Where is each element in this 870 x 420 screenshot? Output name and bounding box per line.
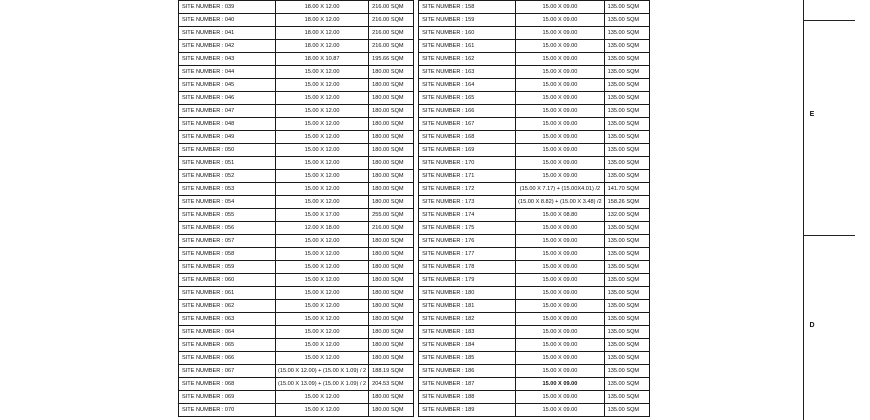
left-area: 180.00 SQM bbox=[369, 352, 414, 365]
right-site-number: SITE NUMBER : 160 bbox=[419, 27, 516, 40]
left-dimensions: 15.00 X 12.00 bbox=[276, 157, 369, 170]
right-area: 135.00 SQM bbox=[604, 79, 649, 92]
table-row bbox=[179, 92, 650, 105]
right-dimensions: 15.00 X 09.00 bbox=[516, 118, 605, 131]
right-area: 135.00 SQM bbox=[604, 391, 649, 404]
right-site-number: SITE NUMBER : 170 bbox=[419, 157, 516, 170]
right-site-number: SITE NUMBER : 179 bbox=[419, 274, 516, 287]
left-area: 188.19 SQM bbox=[369, 365, 414, 378]
right-area: 135.00 SQM bbox=[604, 378, 649, 391]
table-row bbox=[179, 339, 650, 352]
left-dimensions: 15.00 X 12.00 bbox=[276, 170, 369, 183]
right-site-number: SITE NUMBER : 188 bbox=[419, 391, 516, 404]
left-dimensions: 15.00 X 12.00 bbox=[276, 404, 369, 417]
right-site-number: SITE NUMBER : 175 bbox=[419, 222, 516, 235]
right-site-number: SITE NUMBER : 169 bbox=[419, 144, 516, 157]
right-dimensions: 15.00 X 09.00 bbox=[516, 222, 605, 235]
left-site-number: SITE NUMBER : 052 bbox=[179, 170, 276, 183]
left-dimensions: 15.00 X 12.00 bbox=[276, 352, 369, 365]
table-row bbox=[179, 53, 650, 66]
left-site-number: SITE NUMBER : 049 bbox=[179, 131, 276, 144]
right-dimensions: 15.00 X 09.00 bbox=[516, 248, 605, 261]
right-area: 135.00 SQM bbox=[604, 365, 649, 378]
left-area: 180.00 SQM bbox=[369, 118, 414, 131]
left-site-number: SITE NUMBER : 069 bbox=[179, 391, 276, 404]
right-area: 135.00 SQM bbox=[604, 274, 649, 287]
table-row bbox=[179, 365, 650, 378]
right-site-number: SITE NUMBER : 164 bbox=[419, 79, 516, 92]
left-area: 216.00 SQM bbox=[369, 27, 414, 40]
right-dimensions: 15.00 X 09.00 bbox=[516, 404, 605, 417]
left-site-number: SITE NUMBER : 057 bbox=[179, 235, 276, 248]
left-area: 180.00 SQM bbox=[369, 274, 414, 287]
left-site-number: SITE NUMBER : 070 bbox=[179, 404, 276, 417]
right-dimensions: 15.00 X 09.00 bbox=[516, 53, 605, 66]
left-area: 180.00 SQM bbox=[369, 196, 414, 209]
right-area: 135.00 SQM bbox=[604, 131, 649, 144]
table-row bbox=[179, 66, 650, 79]
right-area: 135.00 SQM bbox=[604, 313, 649, 326]
left-area: 180.00 SQM bbox=[369, 170, 414, 183]
right-area: 135.00 SQM bbox=[604, 248, 649, 261]
left-site-number: SITE NUMBER : 053 bbox=[179, 183, 276, 196]
left-site-number: SITE NUMBER : 040 bbox=[179, 14, 276, 27]
left-area: 216.00 SQM bbox=[369, 40, 414, 53]
right-area: 135.00 SQM bbox=[604, 105, 649, 118]
table-row bbox=[179, 144, 650, 157]
left-site-number: SITE NUMBER : 062 bbox=[179, 300, 276, 313]
left-dimensions: 15.00 X 12.00 bbox=[276, 326, 369, 339]
left-dimensions: 15.00 X 12.00 bbox=[276, 313, 369, 326]
left-site-number: SITE NUMBER : 050 bbox=[179, 144, 276, 157]
left-site-number: SITE NUMBER : 041 bbox=[179, 27, 276, 40]
right-dimensions: 15.00 X 09.00 bbox=[516, 79, 605, 92]
right-site-number: SITE NUMBER : 183 bbox=[419, 326, 516, 339]
right-dimensions: 15.00 X 09.00 bbox=[516, 170, 605, 183]
left-site-number: SITE NUMBER : 051 bbox=[179, 157, 276, 170]
right-area: 135.00 SQM bbox=[604, 261, 649, 274]
left-area: 195.66 SQM bbox=[369, 53, 414, 66]
right-area: 135.00 SQM bbox=[604, 352, 649, 365]
left-site-number: SITE NUMBER : 047 bbox=[179, 105, 276, 118]
right-site-number: SITE NUMBER : 186 bbox=[419, 365, 516, 378]
right-dimensions: 15.00 X 09.00 bbox=[516, 352, 605, 365]
left-area: 180.00 SQM bbox=[369, 248, 414, 261]
block-separator bbox=[803, 20, 855, 21]
table-row bbox=[179, 313, 650, 326]
left-site-number: SITE NUMBER : 059 bbox=[179, 261, 276, 274]
right-site-number: SITE NUMBER : 185 bbox=[419, 352, 516, 365]
right-dimensions: 15.00 X 09.00 bbox=[516, 157, 605, 170]
right-area: 135.00 SQM bbox=[604, 40, 649, 53]
table-row bbox=[179, 391, 650, 404]
right-site-number: SITE NUMBER : 173 bbox=[419, 196, 516, 209]
left-area: 180.00 SQM bbox=[369, 313, 414, 326]
left-dimensions: 15.00 X 12.00 bbox=[276, 287, 369, 300]
table-row bbox=[179, 378, 650, 391]
table-row bbox=[179, 170, 650, 183]
left-site-number: SITE NUMBER : 043 bbox=[179, 53, 276, 66]
right-area: 132.00 SQM bbox=[604, 209, 649, 222]
right-dimensions: 15.00 X 09.00 bbox=[516, 40, 605, 53]
right-area: 135.00 SQM bbox=[604, 287, 649, 300]
right-area: 135.00 SQM bbox=[604, 144, 649, 157]
table-row bbox=[179, 274, 650, 287]
left-dimensions: 18.00 X 10.87 bbox=[276, 53, 369, 66]
left-area: 180.00 SQM bbox=[369, 339, 414, 352]
left-area: 204.53 SQM bbox=[369, 378, 414, 391]
right-dimensions: 15.00 X 09.00 bbox=[516, 261, 605, 274]
right-dimensions: 15.00 X 09.00 bbox=[516, 274, 605, 287]
right-site-number: SITE NUMBER : 172 bbox=[419, 183, 516, 196]
right-site-number: SITE NUMBER : 176 bbox=[419, 235, 516, 248]
left-site-number: SITE NUMBER : 055 bbox=[179, 209, 276, 222]
right-site-number: SITE NUMBER : 180 bbox=[419, 287, 516, 300]
right-dimensions: 15.00 X 09.00 bbox=[516, 27, 605, 40]
left-area: 180.00 SQM bbox=[369, 157, 414, 170]
table-row bbox=[179, 131, 650, 144]
right-dimensions: 15.00 X 09.00 bbox=[516, 92, 605, 105]
right-dimensions: 15.00 X 09.00 bbox=[516, 339, 605, 352]
left-dimensions: 15.00 X 12.00 bbox=[276, 300, 369, 313]
right-site-number: SITE NUMBER : 177 bbox=[419, 248, 516, 261]
left-area: 180.00 SQM bbox=[369, 235, 414, 248]
left-site-number: SITE NUMBER : 048 bbox=[179, 118, 276, 131]
left-area: 180.00 SQM bbox=[369, 183, 414, 196]
left-area: 180.00 SQM bbox=[369, 131, 414, 144]
right-site-number: SITE NUMBER : 182 bbox=[419, 313, 516, 326]
left-site-number: SITE NUMBER : 042 bbox=[179, 40, 276, 53]
right-area: 135.00 SQM bbox=[604, 118, 649, 131]
right-area: 135.00 SQM bbox=[604, 170, 649, 183]
left-area: 180.00 SQM bbox=[369, 300, 414, 313]
right-area: 135.00 SQM bbox=[604, 92, 649, 105]
right-area: 135.00 SQM bbox=[604, 157, 649, 170]
table-row bbox=[179, 209, 650, 222]
right-dimensions: 15.00 X 09.00 bbox=[516, 313, 605, 326]
table-row bbox=[179, 14, 650, 27]
left-dimensions: 15.00 X 12.00 bbox=[276, 261, 369, 274]
left-dimensions: 15.00 X 12.00 bbox=[276, 339, 369, 352]
right-site-number: SITE NUMBER : 178 bbox=[419, 261, 516, 274]
left-dimensions: 15.00 X 12.00 bbox=[276, 105, 369, 118]
left-dimensions: 18.00 X 12.00 bbox=[276, 14, 369, 27]
right-site-number: SITE NUMBER : 166 bbox=[419, 105, 516, 118]
left-area: 180.00 SQM bbox=[369, 404, 414, 417]
table-row bbox=[179, 105, 650, 118]
left-site-number: SITE NUMBER : 067 bbox=[179, 365, 276, 378]
left-site-number: SITE NUMBER : 054 bbox=[179, 196, 276, 209]
left-site-number: SITE NUMBER : 046 bbox=[179, 92, 276, 105]
left-site-number: SITE NUMBER : 063 bbox=[179, 313, 276, 326]
left-site-number: SITE NUMBER : 039 bbox=[179, 1, 276, 14]
table-row bbox=[179, 27, 650, 40]
left-site-number: SITE NUMBER : 044 bbox=[179, 66, 276, 79]
right-site-number: SITE NUMBER : 161 bbox=[419, 40, 516, 53]
right-dimensions: 15.00 X 09.00 bbox=[516, 287, 605, 300]
right-area: 135.00 SQM bbox=[604, 14, 649, 27]
table-row bbox=[179, 157, 650, 170]
right-area: 135.00 SQM bbox=[604, 66, 649, 79]
right-site-number: SITE NUMBER : 187 bbox=[419, 378, 516, 391]
right-area: 135.00 SQM bbox=[604, 53, 649, 66]
table-row bbox=[179, 287, 650, 300]
left-area: 216.00 SQM bbox=[369, 14, 414, 27]
left-area: 216.00 SQM bbox=[369, 1, 414, 14]
right-area: 135.00 SQM bbox=[604, 222, 649, 235]
right-dimensions: 15.00 X 09.00 bbox=[516, 105, 605, 118]
right-site-number: SITE NUMBER : 158 bbox=[419, 1, 516, 14]
right-area: 135.00 SQM bbox=[604, 27, 649, 40]
right-dimensions: 15.00 X 09.00 bbox=[516, 300, 605, 313]
left-site-number: SITE NUMBER : 064 bbox=[179, 326, 276, 339]
table-row bbox=[179, 196, 650, 209]
right-site-number: SITE NUMBER : 162 bbox=[419, 53, 516, 66]
table-row bbox=[179, 235, 650, 248]
right-site-number: SITE NUMBER : 174 bbox=[419, 209, 516, 222]
table-row bbox=[179, 40, 650, 53]
right-area: 135.00 SQM bbox=[604, 235, 649, 248]
right-dimensions: 15.00 X 09.00 bbox=[516, 66, 605, 79]
right-dimensions: 15.00 X 09.00 bbox=[516, 391, 605, 404]
right-dimensions: 15.00 X 09.00 bbox=[516, 131, 605, 144]
right-area: 141.70 SQM bbox=[604, 183, 649, 196]
left-area: 180.00 SQM bbox=[369, 144, 414, 157]
left-site-number: SITE NUMBER : 045 bbox=[179, 79, 276, 92]
left-area: 180.00 SQM bbox=[369, 105, 414, 118]
right-area: 158.26 SQM bbox=[604, 196, 649, 209]
right-site-number: SITE NUMBER : 181 bbox=[419, 300, 516, 313]
left-dimensions: 15.00 X 12.00 bbox=[276, 118, 369, 131]
site-area-rows bbox=[179, 1, 650, 417]
table-row bbox=[179, 326, 650, 339]
left-area: 180.00 SQM bbox=[369, 79, 414, 92]
left-site-number: SITE NUMBER : 066 bbox=[179, 352, 276, 365]
left-site-number: SITE NUMBER : 065 bbox=[179, 339, 276, 352]
right-area: 135.00 SQM bbox=[604, 326, 649, 339]
right-site-number: SITE NUMBER : 184 bbox=[419, 339, 516, 352]
right-area: 135.00 SQM bbox=[604, 339, 649, 352]
left-dimensions: 15.00 X 12.00 bbox=[276, 79, 369, 92]
left-area: 180.00 SQM bbox=[369, 326, 414, 339]
right-dimensions: 15.00 X 09.00 bbox=[516, 378, 605, 391]
block-label-e: E bbox=[809, 111, 815, 118]
right-site-number: SITE NUMBER : 189 bbox=[419, 404, 516, 417]
table-row bbox=[179, 300, 650, 313]
right-site-number: SITE NUMBER : 165 bbox=[419, 92, 516, 105]
left-area: 180.00 SQM bbox=[369, 391, 414, 404]
left-dimensions: (15.00 X 12.00) + (15.00 X 1.09) / 2 bbox=[276, 365, 369, 378]
left-dimensions: 15.00 X 17.00 bbox=[276, 209, 369, 222]
left-dimensions: 15.00 X 12.00 bbox=[276, 92, 369, 105]
table-row bbox=[179, 79, 650, 92]
left-dimensions: 15.00 X 12.00 bbox=[276, 66, 369, 79]
right-site-number: SITE NUMBER : 171 bbox=[419, 170, 516, 183]
right-dimensions: 15.00 X 09.00 bbox=[516, 1, 605, 14]
table-row bbox=[179, 183, 650, 196]
table-row bbox=[179, 404, 650, 417]
left-area: 180.00 SQM bbox=[369, 66, 414, 79]
left-site-number: SITE NUMBER : 058 bbox=[179, 248, 276, 261]
left-area: 180.00 SQM bbox=[369, 287, 414, 300]
right-dimensions: 15.00 X 09.00 bbox=[516, 326, 605, 339]
left-dimensions: 12.00 X 18.00 bbox=[276, 222, 369, 235]
right-dimensions: (15.00 X 8.82) + (15.00 X 3.48) /2 bbox=[516, 196, 605, 209]
right-dimensions: 15.00 X 08.80 bbox=[516, 209, 605, 222]
right-site-number: SITE NUMBER : 159 bbox=[419, 14, 516, 27]
block-separator bbox=[803, 235, 855, 236]
right-dimensions: 15.00 X 09.00 bbox=[516, 144, 605, 157]
left-dimensions: 15.00 X 12.00 bbox=[276, 183, 369, 196]
left-site-number: SITE NUMBER : 068 bbox=[179, 378, 276, 391]
right-area: 135.00 SQM bbox=[604, 404, 649, 417]
right-site-number: SITE NUMBER : 168 bbox=[419, 131, 516, 144]
left-dimensions: 18.00 X 12.00 bbox=[276, 27, 369, 40]
left-dimensions: 15.00 X 12.00 bbox=[276, 196, 369, 209]
left-dimensions: 15.00 X 12.00 bbox=[276, 144, 369, 157]
left-site-number: SITE NUMBER : 061 bbox=[179, 287, 276, 300]
table-row bbox=[179, 118, 650, 131]
table-row bbox=[179, 222, 650, 235]
right-dimensions: 15.00 X 09.00 bbox=[516, 14, 605, 27]
right-dimensions: (15.00 X 7.17) + (15.00X4.01) /2 bbox=[516, 183, 605, 196]
right-site-number: SITE NUMBER : 163 bbox=[419, 66, 516, 79]
left-dimensions: 18.00 X 12.00 bbox=[276, 40, 369, 53]
left-dimensions: 15.00 X 12.00 bbox=[276, 235, 369, 248]
left-site-number: SITE NUMBER : 060 bbox=[179, 274, 276, 287]
block-column-border bbox=[803, 0, 804, 420]
left-site-number: SITE NUMBER : 056 bbox=[179, 222, 276, 235]
table-row bbox=[179, 1, 650, 14]
left-area: 180.00 SQM bbox=[369, 92, 414, 105]
left-area: 255.00 SQM bbox=[369, 209, 414, 222]
left-dimensions: 15.00 X 12.00 bbox=[276, 274, 369, 287]
left-dimensions: 15.00 X 12.00 bbox=[276, 248, 369, 261]
table-row bbox=[179, 352, 650, 365]
left-dimensions: 15.00 X 12.00 bbox=[276, 391, 369, 404]
left-dimensions: 18.00 X 12.00 bbox=[276, 1, 369, 14]
block-label-d: D bbox=[809, 322, 815, 329]
left-area: 216.00 SQM bbox=[369, 222, 414, 235]
site-area-table bbox=[178, 0, 650, 417]
right-area: 135.00 SQM bbox=[604, 1, 649, 14]
right-dimensions: 15.00 X 09.00 bbox=[516, 235, 605, 248]
left-dimensions: 15.00 X 12.00 bbox=[276, 131, 369, 144]
left-area: 180.00 SQM bbox=[369, 261, 414, 274]
right-site-number: SITE NUMBER : 167 bbox=[419, 118, 516, 131]
right-area: 135.00 SQM bbox=[604, 300, 649, 313]
table-row bbox=[179, 248, 650, 261]
left-dimensions: (15.00 X 13.09) + (15.00 X 1.09) / 2 bbox=[276, 378, 369, 391]
right-dimensions: 15.00 X 09.00 bbox=[516, 365, 605, 378]
table-row bbox=[179, 261, 650, 274]
